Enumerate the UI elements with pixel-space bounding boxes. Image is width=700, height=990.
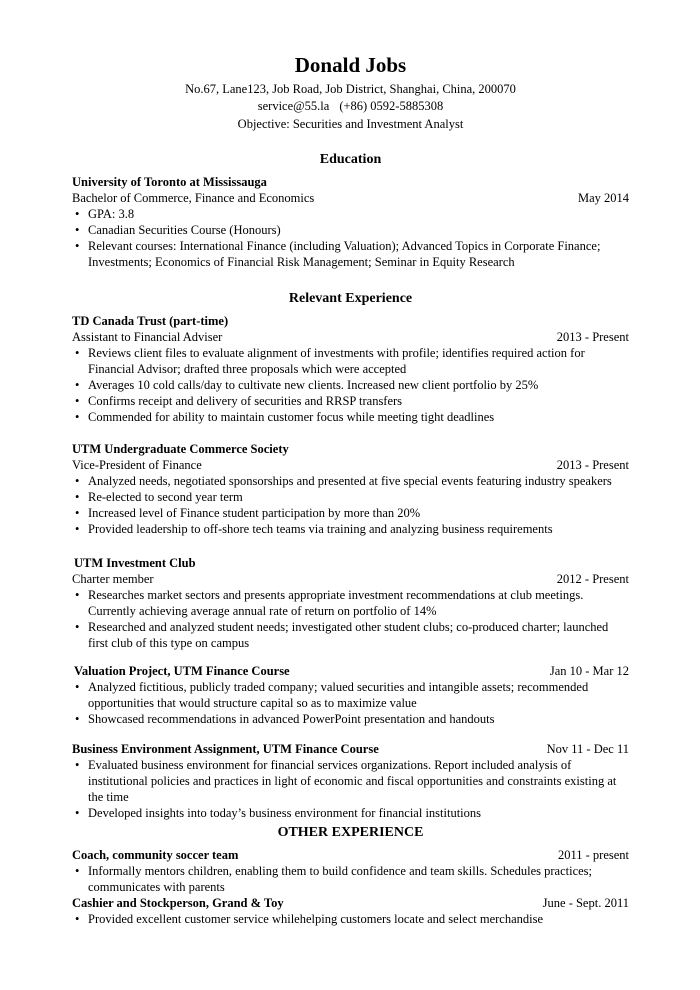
organization-name: Coach, community soccer team — [72, 848, 239, 862]
list-item: • Reviews client files to evaluate alignment of investments with profile; identifies required action for Financial Advisor; drafted three proposals which were accepted — [75, 346, 585, 376]
list-item: • Confirms receipt and delivery of securities and RRSP transfers — [75, 394, 403, 408]
bullet-icon: • — [75, 223, 80, 237]
candidate-name: Donald Jobs — [294, 53, 407, 77]
bullet-icon: • — [75, 864, 80, 878]
organization-name: Cashier and Stockperson, Grand & Toy — [72, 896, 284, 910]
bullet-icon: • — [75, 522, 80, 536]
bullet-icon: • — [75, 490, 80, 504]
list-item: • Increased level of Finance student participation by more than 20% — [75, 506, 421, 520]
entry-date: June - Sept. 2011 — [542, 896, 629, 910]
list-item: • Averages 10 cold calls/day to cultivate new clients. Increased new client portfolio by 25% — [75, 378, 539, 392]
education-block — [72, 174, 629, 270]
other-entry — [72, 847, 629, 895]
bullet-icon: • — [75, 506, 80, 520]
list-item: • Canadian Securities Course (Honours) — [75, 223, 281, 237]
role-text: Vice-President of Finance — [72, 458, 202, 472]
entry-bullets — [72, 587, 629, 651]
experience-entry — [72, 555, 629, 651]
list-item: • Showcased recommendations in advanced PowerPoint presentation and handouts — [75, 712, 495, 726]
education-bullets — [72, 206, 629, 270]
list-item: • Informally mentors children, enabling them to build confidence and team skills. Schedules practices; communicates with parents — [75, 864, 593, 894]
entry-date: Jan 10 - Mar 12 — [549, 664, 629, 678]
experience-entry — [72, 663, 629, 727]
section-title-education: Education — [319, 152, 382, 167]
list-item: • Analyzed needs, negotiated sponsorships and presented at five special events featuring industry speakers — [75, 474, 612, 488]
organization-name: UTM Investment Club — [74, 556, 196, 570]
contact-line — [72, 98, 629, 114]
role-text: Charter member — [72, 572, 154, 586]
bullet-icon: • — [75, 620, 80, 634]
list-item: • Researched and analyzed student needs; investigated other student clubs; co-produced charter; launched first club of this type on campus — [75, 620, 609, 650]
entry-date: 2013 - Present — [556, 330, 629, 344]
entry-bullets — [72, 679, 629, 727]
bullet-icon: • — [75, 474, 80, 488]
bullet-icon: • — [75, 758, 80, 772]
bullet-icon: • — [75, 378, 80, 392]
bullet-icon: • — [75, 239, 80, 253]
list-item: • Relevant courses: International Finance (including Valuation); Advanced Topics in Corporate Finance; Investments; Economics of Financial Risk Management; Seminar in Equity Research — [75, 239, 601, 269]
degree-text: Bachelor of Commerce, Finance and Economics — [72, 191, 315, 205]
bullet-icon: • — [75, 588, 80, 602]
bullet-icon: • — [75, 680, 80, 694]
entry-date: Nov 11 - Dec 11 — [546, 742, 629, 756]
entry-date: 2012 - Present — [556, 572, 629, 586]
organization-name: TD Canada Trust (part-time) — [72, 314, 229, 328]
other-entry — [72, 895, 629, 927]
education-date: May 2014 — [577, 191, 629, 205]
list-item: • GPA: 3.8 — [75, 207, 135, 221]
organization-name: Valuation Project, UTM Finance Course — [74, 664, 290, 678]
list-item: • Provided leadership to off-shore tech teams via training and analyzing business requirements — [75, 522, 553, 536]
entry-bullets — [72, 757, 629, 821]
list-item: • Developed insights into today’s business environment for financial institutions — [75, 806, 482, 820]
bullet-icon: • — [75, 394, 80, 408]
entry-bullets — [72, 345, 629, 425]
list-item: • Commended for ability to maintain customer focus while meeting tight deadlines — [75, 410, 495, 424]
list-item: • Analyzed fictitious, publicly traded company; valued securities and intangible assets; recommended opportunities that would structure capital so as to maximize value — [75, 680, 589, 710]
organization-name: Business Environment Assignment, UTM Finance Course — [72, 742, 379, 756]
organization-name: UTM Undergraduate Commerce Society — [72, 442, 289, 456]
entry-bullets — [72, 863, 629, 895]
objective-line: Objective: Securities and Investment Analyst — [237, 117, 464, 131]
email-text: service@55.la — [257, 99, 330, 113]
experience-entry — [72, 441, 629, 537]
entry-date: 2013 - Present — [556, 458, 629, 472]
bullet-icon: • — [75, 806, 80, 820]
bullet-icon: • — [75, 346, 80, 360]
experience-entry — [72, 313, 629, 425]
list-item: • Evaluated business environment for financial services organizations. Report included analysis of institutional policies and practices in light of economic and fiscal opportunities and constraints existing at the time — [75, 758, 617, 804]
address-line: No.67, Lane123, Job Road, Job District, Shanghai, China, 200070 — [185, 82, 516, 96]
entry-bullets — [72, 473, 629, 537]
list-item: • Re-elected to second year term — [75, 490, 243, 504]
list-item: • Researches market sectors and presents appropriate investment recommendations at club meetings. Currently achieving average annual rate of return on portfolio of 14% — [75, 588, 584, 618]
entry-date: 2011 - present — [557, 848, 629, 862]
bullet-icon: • — [75, 912, 80, 926]
bullet-icon: • — [75, 207, 80, 221]
list-item: • Provided excellent customer service whilehelping customers locate and select merchandise — [75, 912, 544, 926]
bullet-icon: • — [75, 712, 80, 726]
section-title-experience: Relevant Experience — [288, 291, 413, 306]
phone-text: (+86) 0592-5885308 — [339, 99, 444, 113]
role-text: Assistant to Financial Adviser — [72, 330, 223, 344]
section-title-other: OTHER EXPERIENCE — [277, 825, 424, 840]
bullet-icon: • — [75, 410, 80, 424]
school-name: University of Toronto at Mississauga — [72, 175, 267, 189]
experience-entry — [72, 741, 629, 821]
entry-bullets — [72, 911, 629, 927]
